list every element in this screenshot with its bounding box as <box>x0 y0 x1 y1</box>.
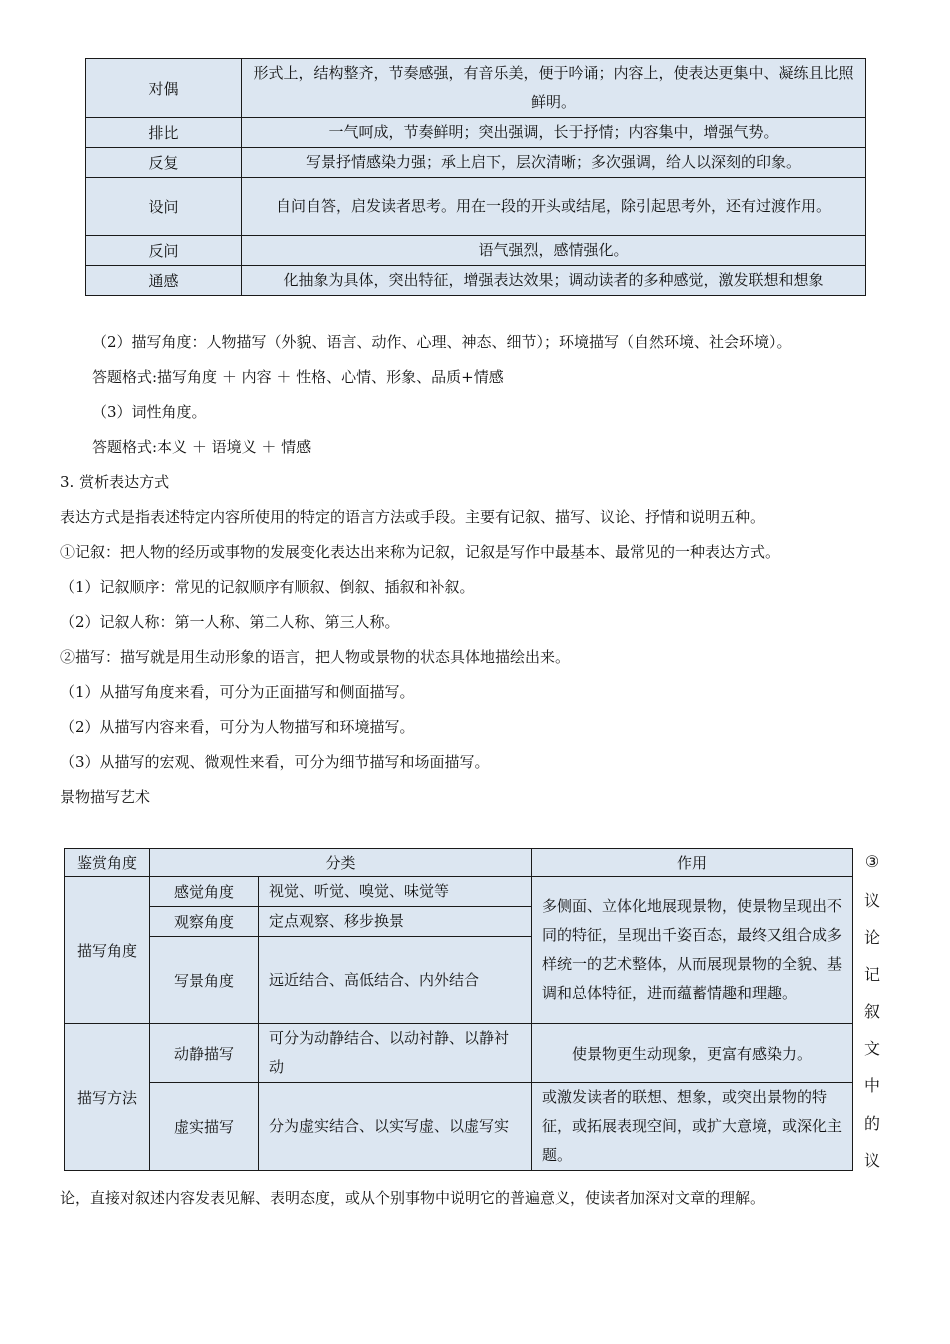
vertical-char: 议 <box>863 891 880 910</box>
paragraph-argument-continued: 论，直接对叙述内容发表见解、表明态度，或从个别事物中说明它的普遍意义，使读者加深对文章的理解。 <box>60 1189 766 1207</box>
sub-category: 感觉角度 <box>150 877 259 907</box>
table-row <box>65 1024 853 1083</box>
paragraph-expression-intro: 表达方式是指表述特定内容所使用的特定的语言方法或手段。主要有记叙、描写、议论、抒情和说明五种。 <box>60 508 766 526</box>
category-detail: 定点观察、移步换景 <box>259 907 532 937</box>
column-header: 鉴赏角度 <box>65 849 150 877</box>
group-label: 描写方法 <box>65 1024 150 1171</box>
paragraph-description-1: （1）从描写角度来看，可分为正面描写和侧面描写。 <box>60 683 415 701</box>
column-header: 作用 <box>532 849 853 877</box>
paragraph-description: ②描写：描写就是用生动形象的语言，把人物或景物的状态具体地描绘出来。 <box>60 648 571 666</box>
column-header: 分类 <box>150 849 532 877</box>
category-detail: 可分为动静结合、以动衬静、以静衬动 <box>259 1024 532 1083</box>
vertical-char: 的 <box>863 1114 880 1133</box>
rhetoric-name: 设问 <box>86 178 242 236</box>
rhetoric-name: 反问 <box>86 236 242 266</box>
vertical-char: 论 <box>863 928 880 947</box>
paragraph-answer-format-1: 答题格式:描写角度 ＋ 内容 ＋ 性格、心情、形象、品质+情感 <box>92 368 504 386</box>
paragraph-narration-order: （1）记叙顺序：常见的记叙顺序有顺叙、倒叙、插叙和补叙。 <box>60 578 475 596</box>
paragraph-narration: ①记叙：把人物的经历或事物的发展变化表达出来称为记叙，记叙是写作中最基本、最常见的一种表达方式。 <box>60 543 781 561</box>
vertical-char: 中 <box>863 1076 880 1095</box>
rhetoric-effect: 一气呵成，节奏鲜明；突出强调，长于抒情；内容集中，增强气势。 <box>242 118 866 148</box>
paragraph-scenery-heading: 景物描写艺术 <box>60 788 151 806</box>
table-row <box>86 148 866 178</box>
rhetoric-name: 通感 <box>86 266 242 296</box>
rhetoric-effect: 写景抒情感染力强；承上启下，层次清晰；多次强调，给人以深刻的印象。 <box>242 148 866 178</box>
section-heading: 3. 赏析表达方式 <box>60 473 170 491</box>
sub-category: 虚实描写 <box>150 1083 259 1171</box>
vertical-char: 叙 <box>863 1002 880 1021</box>
paragraph-description-3: （3）从描写的宏观、微观性来看，可分为细节描写和场面描写。 <box>60 753 490 771</box>
table-row <box>86 118 866 148</box>
vertical-char: ③ <box>864 852 880 871</box>
rhetoric-name: 反复 <box>86 148 242 178</box>
paragraph-description-2: （2）从描写内容来看，可分为人物描写和环境描写。 <box>60 718 415 736</box>
vertical-char: 文 <box>863 1039 880 1058</box>
paragraph-description-angle: （2）描写角度：人物描写（外貌、语言、动作、心理、神态、细节）；环境描写（自然环境、社会环境）。 <box>92 333 792 351</box>
rhetoric-effect: 自问自答，启发读者思考。用在一段的开头或结尾，除引起思考外，还有过渡作用。 <box>242 178 866 236</box>
vertical-char: 议 <box>863 1151 880 1170</box>
table-row <box>65 877 853 907</box>
category-effect: 使景物更生动现象，更富有感染力。 <box>532 1024 853 1083</box>
paragraph-narration-person: （2）记叙人称：第一人称、第二人称、第三人称。 <box>60 613 400 631</box>
vertical-char: 记 <box>863 965 880 984</box>
rhetoric-effect: 语气强烈，感情强化。 <box>242 236 866 266</box>
table-header-row <box>65 849 853 877</box>
rhetoric-name: 排比 <box>86 118 242 148</box>
paragraph-word-class-angle: （3）词性角度。 <box>92 403 207 421</box>
rhetoric-effect: 形式上，结构整齐，节奏感强，有音乐美，便于吟诵；内容上，使表达更集中、凝练且比照鲜明。 <box>242 59 866 118</box>
sub-category: 写景角度 <box>150 937 259 1024</box>
paragraph-answer-format-2: 答题格式:本义 ＋ 语境义 ＋ 情感 <box>92 438 312 456</box>
category-detail: 远近结合、高低结合、内外结合 <box>259 937 532 1024</box>
table-row <box>65 1083 853 1171</box>
category-detail: 分为虚实结合、以实写虚、以虚写实 <box>259 1083 532 1171</box>
sub-category: 观察角度 <box>150 907 259 937</box>
category-effect: 或激发读者的联想、想象，或突出景物的特征，或拓展表现空间，或扩大意境，或深化主题。 <box>532 1083 853 1171</box>
table-row <box>86 178 866 236</box>
group-label: 描写角度 <box>65 877 150 1024</box>
sub-category: 动静描写 <box>150 1024 259 1083</box>
table-row <box>86 266 866 296</box>
rhetoric-effect: 化抽象为具体，突出特征，增强表达效果；调动读者的多种感觉，激发联想和想象 <box>242 266 866 296</box>
table-row <box>86 59 866 118</box>
rhetoric-table <box>85 58 866 296</box>
rhetoric-name: 对偶 <box>86 59 242 118</box>
category-effect: 多侧面、立体化地展现景物，使景物呈现出不同的特征，呈现出千姿百态，最终又组合成多样统一的艺术整体，从而展现景物的全貌、基调和总体特征，进而蕴蓄情趣和理趣。 <box>532 877 853 1024</box>
scenery-table <box>64 848 853 1171</box>
category-detail: 视觉、听觉、嗅觉、味觉等 <box>259 877 532 907</box>
table-row <box>86 236 866 266</box>
